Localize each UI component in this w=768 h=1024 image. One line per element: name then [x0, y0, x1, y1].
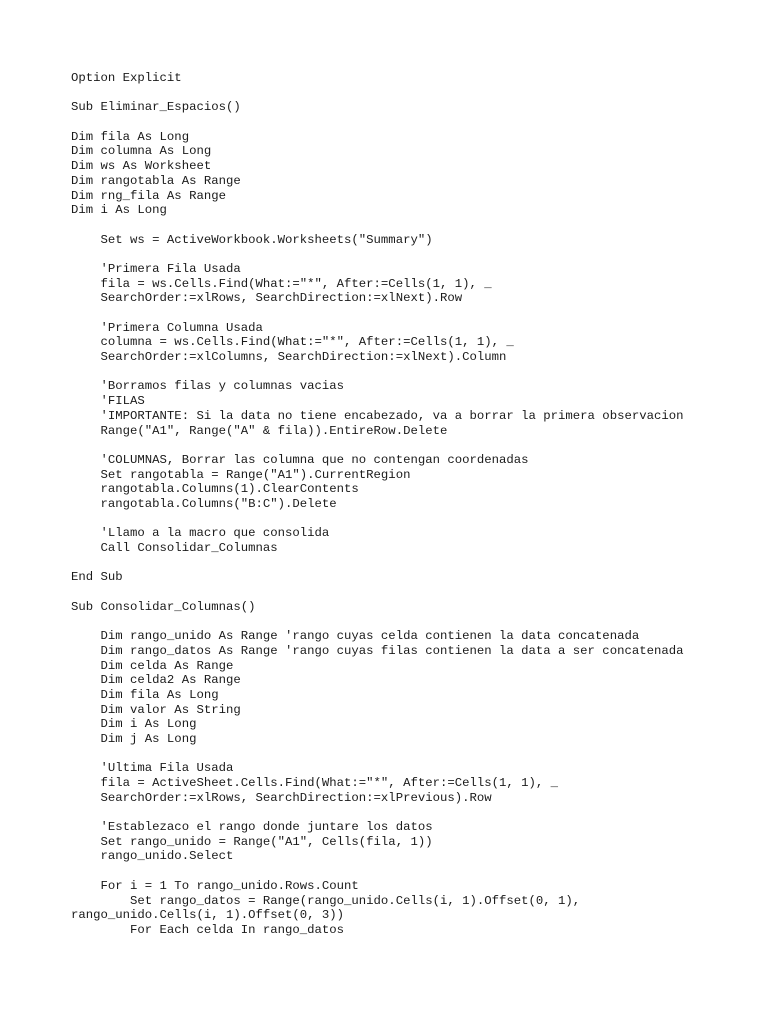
code-line: Dim rangotabla As Range: [71, 173, 241, 188]
code-line: [71, 556, 761, 571]
code-line: 'IMPORTANTE: Si la data no tiene encabezado, va a borrar la primera observacion: [71, 408, 684, 423]
code-line: Dim rango_unido As Range 'rango cuyas celda contienen la data concatenada: [71, 629, 640, 644]
code-line: [71, 218, 761, 233]
code-line: Dim fila As Long: [71, 687, 219, 702]
code-line: [71, 747, 761, 762]
code-line: [71, 365, 761, 380]
code-line: 'Primera Fila Usada: [71, 261, 241, 276]
code-line: Dim celda2 As Range: [71, 673, 241, 688]
code-line: [71, 805, 761, 820]
code-line: [71, 585, 761, 600]
code-line: 'FILAS: [71, 394, 145, 409]
code-line: rangotabla.Columns("B:C").Delete: [71, 496, 337, 511]
code-line: 'Ultima Fila Usada: [71, 761, 234, 776]
code-line: [71, 306, 761, 321]
code-line: [71, 247, 761, 262]
code-line: For i = 1 To rango_unido.Rows.Count: [71, 878, 359, 893]
code-line: SearchOrder:=xlColumns, SearchDirection:=xlNext).Column: [71, 350, 507, 365]
code-line: [71, 614, 761, 629]
code-line: [71, 86, 761, 101]
code-line: Option Explicit: [71, 71, 182, 85]
code-line: fila = ws.Cells.Find(What:="*", After:=Cells(1, 1), _: [71, 276, 492, 291]
code-line: Dim j As Long: [71, 731, 197, 746]
code-line: 'Establezaco el rango donde juntare los datos: [71, 820, 433, 835]
code-line: 'Llamo a la macro que consolida: [71, 526, 330, 541]
code-line: Dim celda As Range: [71, 658, 234, 673]
code-line: SearchOrder:=xlRows, SearchDirection:=xlPrevious).Row: [71, 790, 492, 805]
code-line: rango_unido.Cells(i, 1).Offset(0, 3)): [71, 908, 345, 923]
code-listing: [71, 71, 761, 938]
code-line: Dim i As Long: [71, 717, 197, 732]
code-line: End Sub: [71, 570, 123, 585]
code-line: For Each celda In rango_datos: [71, 922, 345, 937]
code-line: Call Consolidar_Columnas: [71, 541, 278, 555]
code-line: Set ws = ActiveWorkbook.Worksheets("Summary"): [71, 232, 433, 247]
code-line: 'Primera Columna Usada: [71, 320, 263, 335]
code-line: [71, 438, 761, 453]
code-line: Dim fila As Long: [71, 129, 190, 144]
code-line: [71, 115, 761, 130]
code-line: Dim columna As Long: [71, 144, 212, 159]
code-line: Sub Consolidar_Columnas(): [71, 599, 256, 614]
code-line: Set rango_unido = Range("A1", Cells(fila, 1)): [71, 834, 433, 849]
code-line: Dim rng_fila As Range: [71, 188, 226, 203]
code-line: rango_unido.Select: [71, 849, 234, 864]
code-line: Set rango_datos = Range(rango_unido.Cells(i, 1).Offset(0, 1),: [71, 893, 581, 908]
code-line: Dim ws As Worksheet: [71, 159, 212, 174]
code-line: Dim rango_datos As Range 'rango cuyas filas contienen la data a ser concatenada: [71, 643, 684, 658]
code-line: Dim i As Long: [71, 203, 167, 218]
code-line: fila = ActiveSheet.Cells.Find(What:="*", After:=Cells(1, 1), _: [71, 776, 559, 790]
code-line: 'Borramos filas y columnas vacias: [71, 379, 345, 394]
code-line: Range("A1", Range("A" & fila)).EntireRow.Delete: [71, 423, 448, 438]
code-line: SearchOrder:=xlRows, SearchDirection:=xlNext).Row: [71, 291, 463, 306]
code-line: [71, 512, 761, 527]
code-line: rangotabla.Columns(1).ClearContents: [71, 482, 359, 497]
code-line: Dim valor As String: [71, 702, 241, 717]
code-line: [71, 864, 761, 879]
code-line: 'COLUMNAS, Borrar las columna que no contengan coordenadas: [71, 452, 529, 467]
code-line: Sub Eliminar_Espacios(): [71, 100, 241, 115]
code-line: columna = ws.Cells.Find(What:="*", After:=Cells(1, 1), _: [71, 335, 514, 350]
code-line: Set rangotabla = Range("A1").CurrentRegion: [71, 467, 411, 482]
